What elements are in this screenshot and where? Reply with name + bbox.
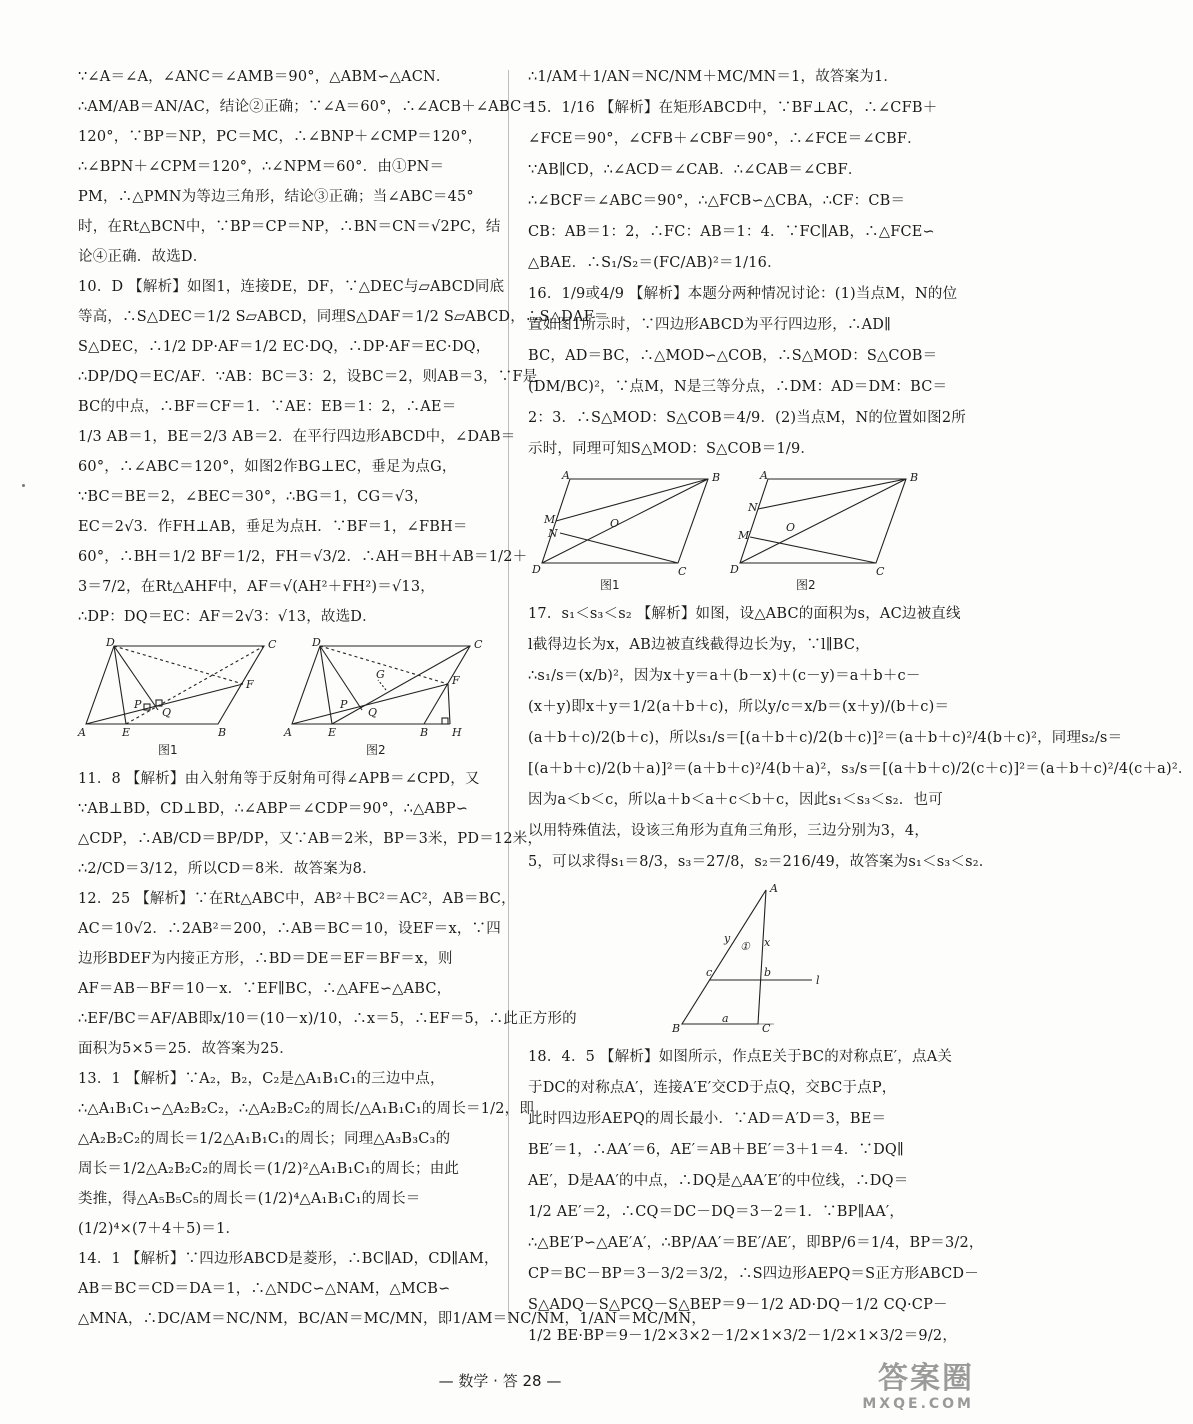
- text-line: ∴∠BPN＋∠CPM＝120°，∴∠NPM＝60°．由①PN＝: [78, 159, 445, 175]
- text-line: 16．1/9或4/9 【解析】本题分两种情况讨论：(1)当点M，N的位: [528, 286, 958, 302]
- q10-figure-svg: [78, 638, 498, 756]
- text-line: S△DEC，∴1/2 DP·AF＝1/2 EC·DQ，∴DP·AF＝EC·DQ，: [78, 339, 491, 355]
- scan-dot: [22, 484, 25, 487]
- q10-fig1-point-C: C: [268, 638, 277, 651]
- text-line: 13．1 【解析】∵A₂，B₂，C₂是△A₁B₁C₁的三边中点，: [78, 1071, 445, 1087]
- text-line: ∴△BE′P∽△AE′A′，∴BP/AA′＝BE′/AE′，即BP/6＝1/4，BP＝3/2，: [528, 1235, 984, 1251]
- text-line: 18．4．5 【解析】如图所示，作点E关于BC的对称点E′，点A关: [528, 1049, 953, 1065]
- q16-figures: [528, 471, 968, 591]
- q16-fig1-point-B: B: [712, 471, 721, 484]
- right-column: [528, 62, 1193, 1352]
- text-line: 120°，∵BP＝NP，PC＝MC，∴∠BNP＋∠CMP＝120°，: [78, 129, 483, 145]
- q10-fig2-caption: 图2: [366, 743, 386, 757]
- q16-fig2-point-O: O: [786, 521, 796, 534]
- q17-point-C: C: [762, 1022, 771, 1035]
- q16-fig2-point-A: A: [760, 469, 768, 482]
- text-line: 面积为5×5＝25．故答案为25．: [78, 1041, 294, 1057]
- q17-label-y: y: [724, 932, 731, 945]
- q16-fig1-point-N: N: [548, 527, 558, 540]
- text-line: ∵BC＝BE＝2，∠BEC＝30°，∴BG＝1，CG＝√3，: [78, 489, 429, 505]
- text-line: [(a＋b＋c)/2(b＋a)]²＝(a＋b＋c)²/4(b＋a)²，s₃/s＝[(a＋b＋c)/2(c＋c)]²＝(a＋b＋c)²/4(c＋a)²．: [528, 761, 1193, 777]
- q10-fig2-point-F: F: [452, 674, 460, 687]
- q17-label-c: c: [706, 966, 713, 979]
- q10-fig2-point-A: A: [284, 726, 292, 739]
- watermark-logo: [799, 1362, 974, 1420]
- q16-fig2-point-M: M: [738, 529, 750, 542]
- q16-fig1-point-A: A: [562, 469, 570, 482]
- text-line: 60°，∴BH＝1/2 BF＝1/2，FH＝√3/2．∴AH＝BH＋AB＝1/2＋: [78, 549, 528, 565]
- text-line: ∴DP/DQ＝EC/AF．∵AB：BC＝3：2，设BC＝2，则AB＝3，∵F是: [78, 369, 538, 385]
- watermark-small-text: MXQE.COM: [862, 1396, 974, 1412]
- q17-label-x: x: [764, 936, 771, 949]
- q16-fig2-point-C: C: [876, 565, 885, 578]
- text-line: ∴2/CD＝3/12，所以CD＝8米．故答案为8．: [78, 861, 377, 877]
- text-line: ∵AB⊥BD，CD⊥BD，∴∠ABP＝∠CDP＝90°，∴△ABP∽: [78, 801, 469, 817]
- q10-fig1-point-D: D: [106, 636, 115, 649]
- q10-fig2-point-B: B: [420, 726, 429, 739]
- text-line: ∴EF/BC＝AF/AB即x/10＝(10－x)/10，∴x＝5，∴EF＝5，∴此正方形的: [78, 1011, 577, 1027]
- left-text-block-a: [78, 62, 609, 632]
- text-line: △BAE．∴S₁/S₂＝(FC/AB)²＝1/16．: [528, 255, 782, 271]
- q10-fig2-point-G: G: [376, 668, 385, 681]
- text-line: 14．1 【解析】∵四边形ABCD是菱形，∴BC∥AD，CD∥AM，: [78, 1251, 499, 1267]
- text-line: 11．8 【解析】由入射角等于反射角可得∠APB＝∠CPD，又: [78, 771, 480, 787]
- q10-fig1-point-F: F: [246, 678, 254, 691]
- text-line: 此时四边形AEPQ的周长最小．∵AD＝A′D＝3，BE＝: [528, 1111, 887, 1127]
- text-line: 以用特殊值法，设该三角形为直角三角形，三边分别为3，4，: [528, 823, 930, 839]
- text-line: 等高，∴S△DEC＝1/2 S▱ABCD，同理S△DAF＝1/2 S▱ABCD，∴S△DAF＝: [78, 309, 609, 325]
- text-line: AC＝10√2．∴2AB²＝200，∴AB＝BC＝10，设EF＝x，∵四: [78, 921, 501, 937]
- q10-fig1-point-P: P: [134, 698, 142, 711]
- text-line: 17．s₁＜s₃＜s₂ 【解析】如图，设△ABC的面积为s，AC边被直线: [528, 606, 961, 622]
- text-line: AE′，D是AA′的中点，∴DQ是△AA′E′的中位线，∴DQ＝: [528, 1173, 909, 1189]
- q17-label-b: b: [764, 966, 772, 979]
- text-line: l截得边长为x，AB边被直线截得边长为y，∵l∥BC，: [528, 637, 870, 653]
- text-line: 10．D 【解析】如图1，连接DE，DF，∵△DEC与▱ABCD同底: [78, 279, 505, 295]
- text-line: ∴∠BCF＝∠ABC＝90°，∴△FCB∽△CBA，∴CF：CB＝: [528, 193, 906, 209]
- text-line: 示时，同理可知S△MOD：S△COB＝1/9．: [528, 441, 816, 457]
- text-line: 边形BDEF为内接正方形，∴BD＝DE＝EF＝BF＝x，则: [78, 951, 453, 967]
- q17-label-a: a: [722, 1012, 729, 1025]
- text-line: 1/2 AE′＝2，∴CQ＝DC－DQ＝3－2＝1．∵BP∥AA′，: [528, 1204, 905, 1220]
- page-footer: — 数学 · 答 28 —: [438, 1372, 562, 1390]
- right-text-block-c: [528, 1042, 984, 1352]
- text-line: 2：3．∴S△MOD：S△COB＝4/9．(2)当点M，N的位置如图2所: [528, 410, 966, 426]
- text-line: BE′＝1，∴AA′＝6，AE′＝AB＋BE′＝3＋1＝4．∵DQ∥: [528, 1142, 904, 1158]
- q17-point-B: B: [672, 1022, 681, 1035]
- text-line: 类推，得△A₅B₅C₅的周长＝(1/2)⁴△A₁B₁C₁的周长＝: [78, 1191, 421, 1207]
- q16-fig2-point-B: B: [910, 471, 919, 484]
- q16-fig2-caption: 图2: [796, 578, 816, 592]
- text-line: 5，可以求得s₁＝8/3，s₃＝27/8，s₂＝216/49，故答案为s₁＜s₃＜s₂．: [528, 854, 994, 870]
- text-line: ∴s₁/s＝(x/b)²，因为x＋y＝a＋(b－x)＋(c－y)＝a＋b＋c－: [528, 668, 921, 684]
- text-line: BC的中点，∴BF＝CF＝1．∵AE：EB＝1：2，∴AE＝: [78, 399, 457, 415]
- text-line: 60°，∴∠ABC＝120°，如图2作BG⊥EC，垂足为点G，: [78, 459, 457, 475]
- q16-fig1-caption: 图1: [600, 578, 620, 592]
- q16-fig2-point-D: D: [730, 563, 739, 576]
- text-line: ∴AM/AB＝AN/AC，结论②正确；∵∠A＝60°，∴∠ACB＋∠ABC＝: [78, 99, 537, 115]
- q16-figure-svg: [528, 471, 948, 591]
- q17-figure: [528, 884, 968, 1034]
- q10-fig1-point-B: B: [218, 726, 227, 739]
- text-line: ∴1/AM＋1/AN＝NC/NM＋MC/MN＝1，故答案为1．: [528, 69, 899, 85]
- text-line: △A₂B₂C₂的周长＝1/2△A₁B₁C₁的周长；同理△A₃B₃C₃的: [78, 1131, 451, 1147]
- q10-fig2-point-C: C: [474, 638, 483, 651]
- text-line: BC，AD＝BC，∴△MOD∽△COB，∴S△MOD：S△COB＝: [528, 348, 938, 364]
- text-line: (1/2)⁴×(7＋4＋5)＝1．: [78, 1221, 241, 1237]
- q16-fig1-point-O: O: [610, 517, 620, 530]
- text-line: EC＝2√3．作FH⊥AB，垂足为点H．∵BF＝1，∠FBH＝: [78, 519, 468, 535]
- q17-line-l: l: [816, 974, 820, 987]
- q17-region-1: ①: [740, 940, 750, 953]
- text-line: 时，在Rt△BCN中，∵BP＝CP＝NP，∴BN＝CN＝√2PC，结: [78, 219, 501, 235]
- text-line: (DM/BC)²，∵点M，N是三等分点，∴DM：AD＝DM：BC＝: [528, 379, 948, 395]
- text-line: 3＝7/2，在Rt△AHF中，AF＝√(AH²＋FH²)＝√13，: [78, 579, 435, 595]
- text-line: 置如图1所示时，∵四边形ABCD为平行四边形，∴AD∥: [528, 317, 892, 333]
- q10-fig1-caption: 图1: [158, 743, 178, 757]
- text-line: PM，∴△PMN为等边三角形，结论③正确；当∠ABC＝45°: [78, 189, 474, 205]
- q16-fig1-point-C: C: [678, 565, 687, 578]
- q10-fig1-point-E: E: [122, 726, 131, 739]
- q10-fig1-point-Q: Q: [162, 706, 172, 719]
- text-line: 于DC的对称点A′，连接A′E′交CD于点Q，交BC于点P，: [528, 1080, 897, 1096]
- text-line: 1/3 AB＝1，BE＝2/3 AB＝2．在平行四边形ABCD中，∠DAB＝: [78, 429, 516, 445]
- q10-figures: [78, 638, 518, 756]
- right-text-block-b: [528, 599, 1193, 878]
- text-line: (a＋b＋c)/2(b＋c)，所以s₁/s＝[(a＋b＋c)/2(b＋c)]²＝(a＋b＋c)²/4(b＋c)²，同理s₂/s＝: [528, 730, 1123, 746]
- watermark-big-text: 答案圈: [878, 1361, 974, 1396]
- q10-fig2-point-D: D: [312, 636, 321, 649]
- right-text-block-a: [528, 62, 968, 465]
- q16-fig1-point-M: M: [544, 513, 556, 526]
- text-line: 因为a＜b＜c，所以a＋b＜a＋c＜b＋c，因此s₁＜s₃＜s₂．也可: [528, 792, 943, 808]
- text-line: 周长＝1/2△A₂B₂C₂的周长＝(1/2)²△A₁B₁C₁的周长；由此: [78, 1161, 460, 1177]
- text-line: ∵∠A＝∠A，∠ANC＝∠AMB＝90°，△ABM∽△ACN．: [78, 69, 451, 85]
- text-line: ∠FCE＝90°，∠CFB＋∠CBF＝90°，∴∠FCE＝∠CBF．: [528, 131, 922, 147]
- q16-fig1-point-D: D: [532, 563, 541, 576]
- q10-fig2-point-E: E: [328, 726, 337, 739]
- text-line: (x＋y)即x＋y＝1/2(a＋b＋c)，所以y/c＝x/b＝(x＋y)/(b＋c)＝: [528, 699, 950, 715]
- q17-point-A: A: [770, 882, 778, 895]
- text-line: CP＝BC－BP＝3－3/2＝3/2，∴S四边形AEPQ＝S正方形ABCD－: [528, 1266, 979, 1282]
- text-line: ∴DP：DQ＝EC：AF＝2√3：√13，故选D．: [78, 609, 377, 625]
- text-line: 论④正确．故选D．: [78, 249, 208, 265]
- text-line: AF＝AB－BF＝10－x．∵EF∥BC，∴△AFE∽△ABC，: [78, 981, 452, 997]
- text-line: AB＝BC＝CD＝DA＝1，∴△NDC∽△NAM，△MCB∽: [78, 1281, 451, 1297]
- text-line: ∴△A₁B₁C₁∽△A₂B₂C₂，∴△A₂B₂C₂的周长/△A₁B₁C₁的周长＝1/2，即: [78, 1101, 535, 1117]
- text-line: ∵AB∥CD，∴∠ACD＝∠CAB．∴∠CAB＝∠CBF．: [528, 162, 863, 178]
- text-line: 12．25 【解析】∵在Rt△ABC中，AB²＋BC²＝AC²，AB＝BC，: [78, 891, 516, 907]
- text-line: S△ADQ－S△PCQ－S△BEP＝9－1/2 AD·DQ－1/2 CQ·CP－: [528, 1297, 948, 1313]
- left-text-block-b: [78, 764, 707, 1334]
- q10-fig1-point-A: A: [78, 726, 86, 739]
- text-line: 1/2 BE·BP＝9－1/2×3×2－1/2×1×3/2－1/2×1×3/2＝9/2，: [528, 1328, 958, 1344]
- text-line: CB：AB＝1：2，∴FC：AB＝1：4．∵FC∥AB，∴△FCE∽: [528, 224, 935, 240]
- q17-figure-svg: [528, 884, 948, 1034]
- q10-fig2-point-P: P: [340, 698, 348, 711]
- text-line: 15．1/16 【解析】在矩形ABCD中，∵BF⊥AC，∴∠CFB＋: [528, 100, 938, 116]
- q10-fig2-point-Q: Q: [368, 706, 378, 719]
- q16-fig2-point-N: N: [748, 501, 758, 514]
- text-line: △CDP，∴AB/CD＝BP/DP，又∵AB＝2米，BP＝3米，PD＝12米，: [78, 831, 543, 847]
- q10-fig2-point-H: H: [452, 726, 462, 739]
- text-line: △MNA，∴DC/AM＝NC/NM，BC/AN＝MC/MN，即1/AM＝NC/NM，1/AN＝MC/MN，: [78, 1311, 707, 1327]
